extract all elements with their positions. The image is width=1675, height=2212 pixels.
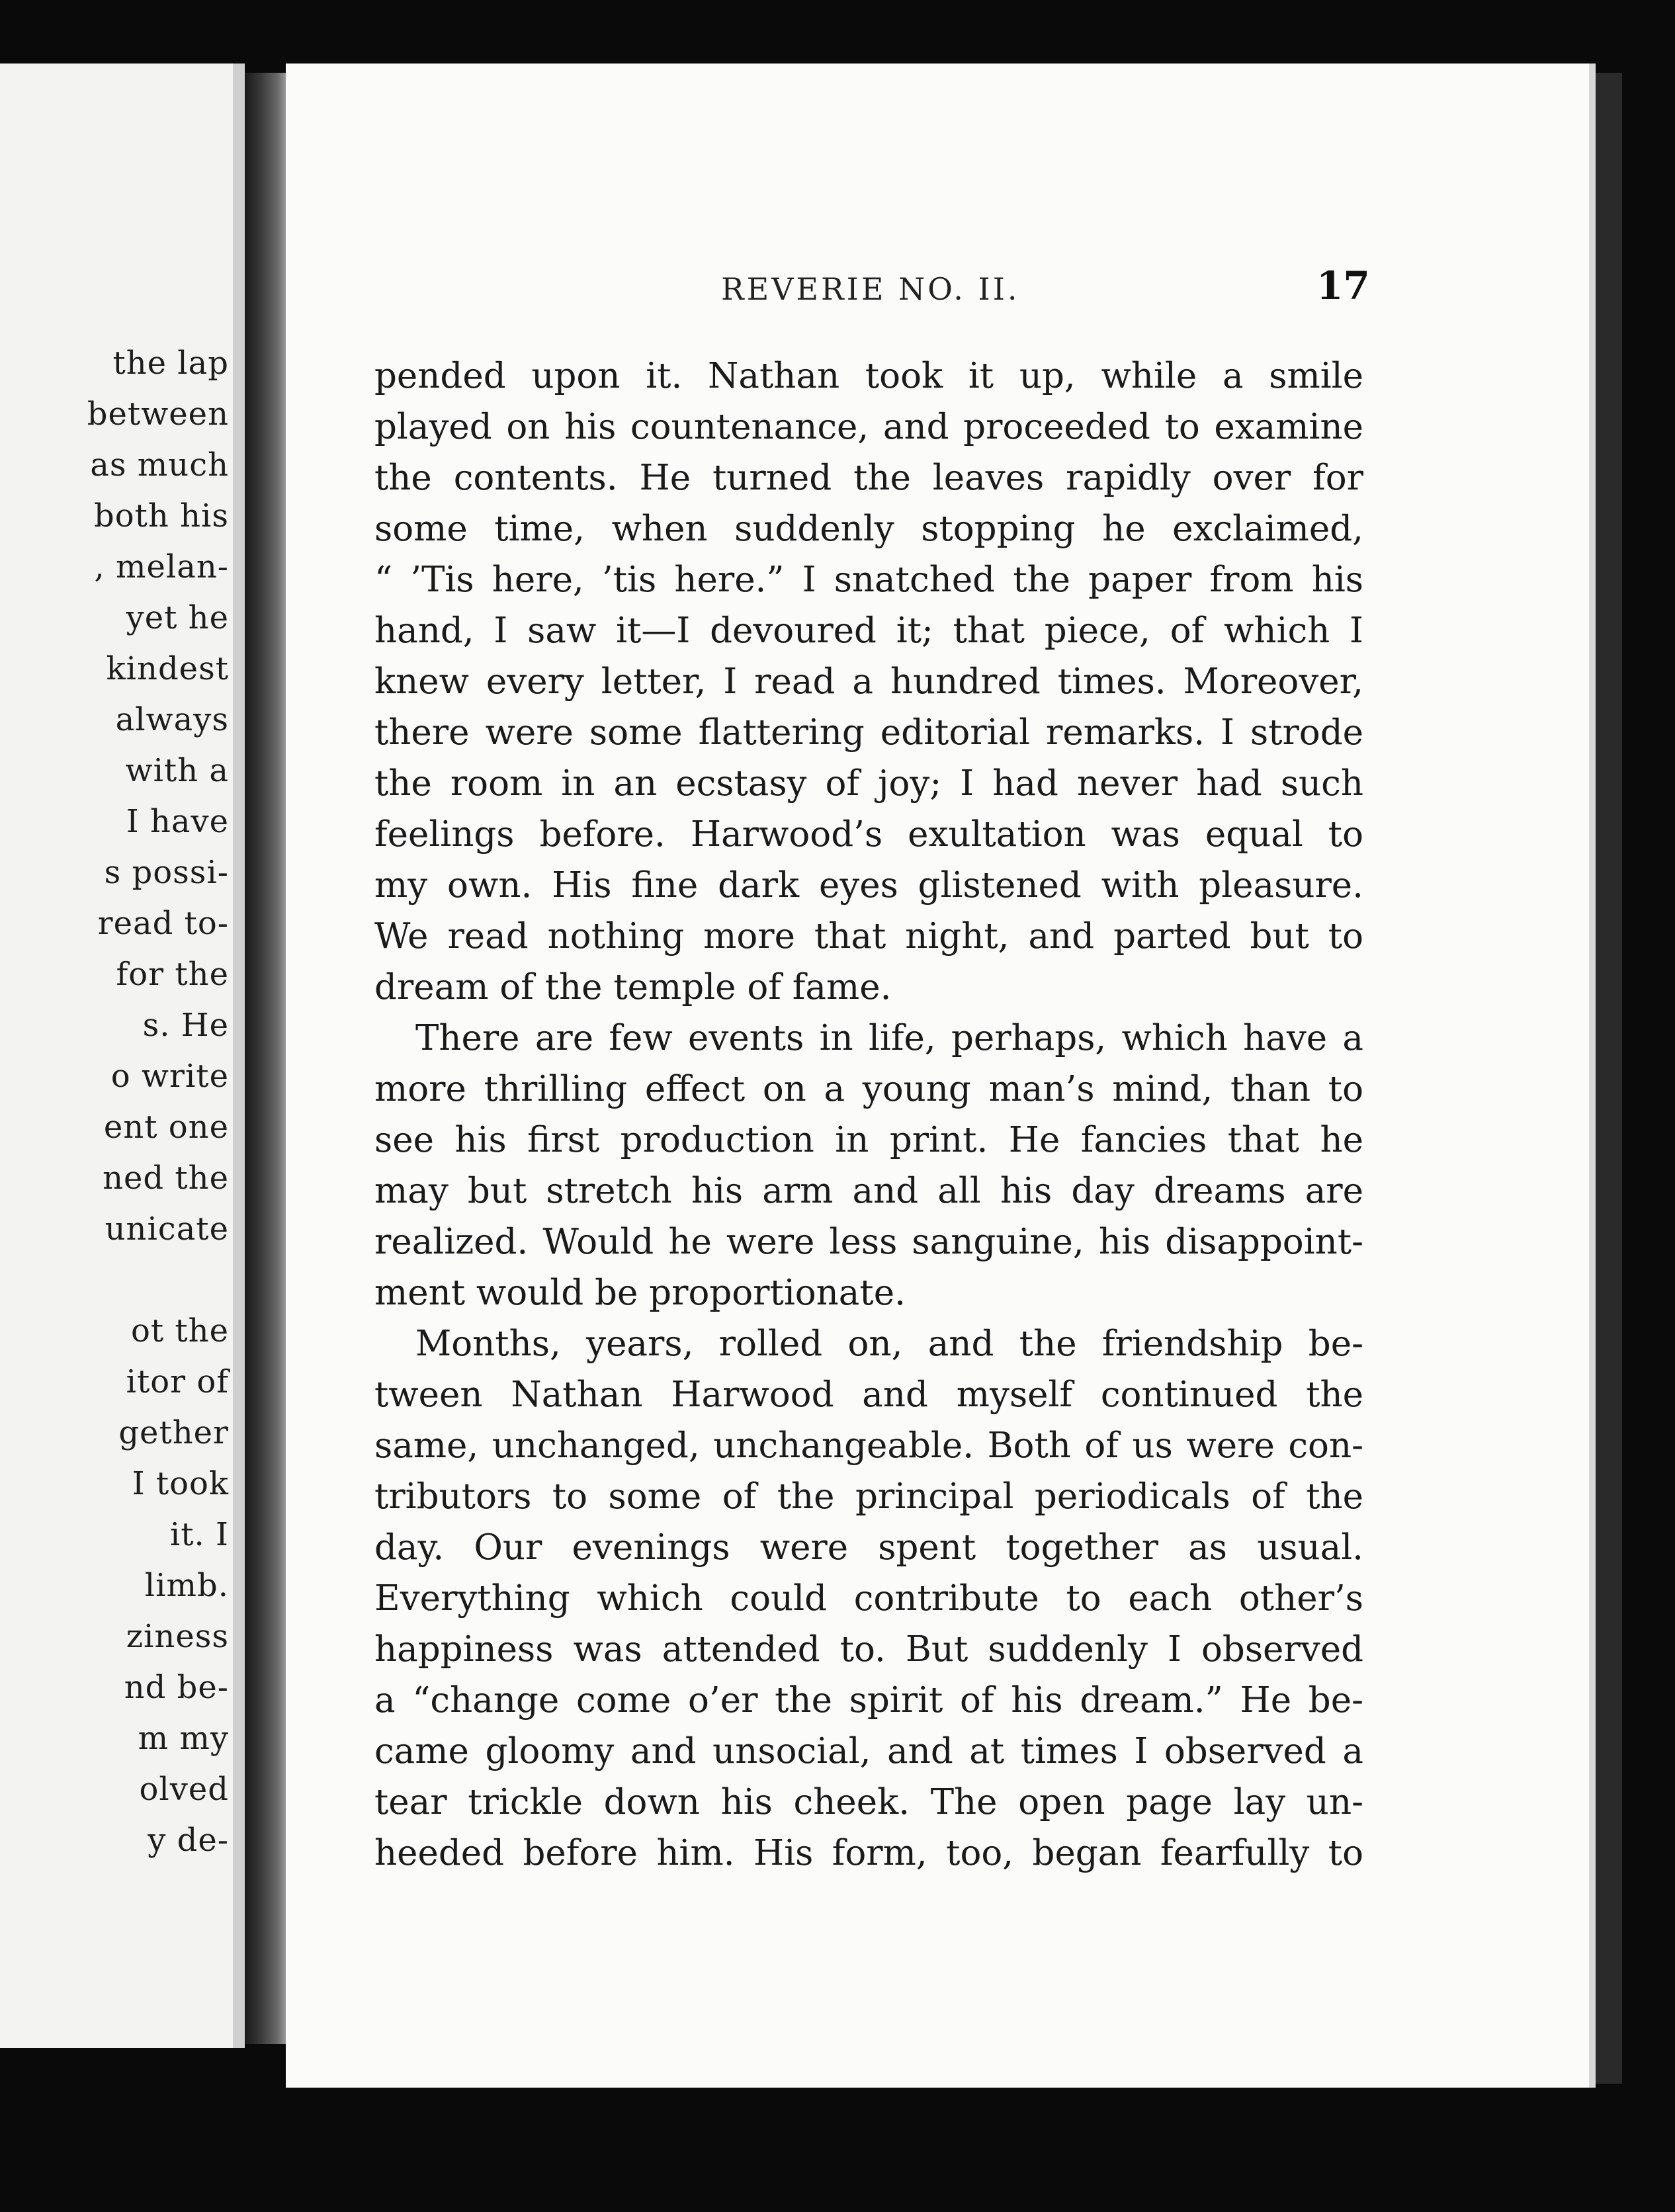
left-page-line: s possi-	[104, 854, 229, 891]
text-line: “ ’Tis here, ’tis here.” I snatched the paper from his	[374, 560, 1363, 600]
text-line: more thrilling effect on a young man’s mind, than to	[374, 1069, 1363, 1109]
text-line: there were some flattering editorial remarks. I strode	[374, 712, 1363, 753]
left-page-line: limb.	[144, 1567, 229, 1604]
left-page-line: always	[115, 701, 229, 738]
text-line: a “change come o’er the spirit of his dream.” He be-	[374, 1680, 1363, 1721]
text-line: ment would be proportionate.	[374, 1273, 906, 1313]
left-facing-page	[0, 64, 245, 2048]
left-page-line: itor of	[126, 1363, 229, 1400]
left-page-line: nd be-	[124, 1669, 229, 1706]
text-line: realized. Would he were less sanguine, his disappoint-	[374, 1222, 1363, 1262]
text-line: We read nothing more that night, and parted but to	[374, 916, 1363, 957]
page-gutter	[245, 73, 286, 2044]
left-page-line: I have	[126, 803, 229, 840]
left-page-line: ot the	[130, 1312, 229, 1349]
left-page-line: both his	[94, 497, 229, 534]
left-page-line: o write	[110, 1058, 229, 1095]
left-page-line: yet he	[126, 599, 229, 636]
text-line: happiness was attended to. But suddenly I observed	[374, 1629, 1363, 1670]
running-head: REVERIE NO. II.	[721, 271, 1020, 307]
page-number: 17	[1316, 263, 1370, 308]
text-line: dream of the temple of fame.	[374, 967, 892, 1007]
body-text	[374, 351, 1363, 1879]
text-line: my own. His fine dark eyes glistened with pleasure.	[374, 865, 1363, 906]
text-line: played on his countenance, and proceeded to examine	[374, 407, 1363, 447]
text-line: heeded before him. His form, too, began fearfully to	[374, 1833, 1363, 1873]
text-line: pended upon it. Nathan took it up, while a smile	[374, 356, 1363, 396]
text-line: tear trickle down his cheek. The open page lay un-	[374, 1782, 1363, 1822]
text-line: knew every letter, I read a hundred times. Moreover,	[374, 661, 1363, 702]
text-line: the contents. He turned the leaves rapidly over for	[374, 458, 1363, 498]
left-page-line: as much	[90, 447, 229, 484]
left-page-line: the lap	[112, 345, 229, 382]
text-line: the room in an ecstasy of joy; I had never had such	[374, 763, 1363, 804]
text-line: tributors to some of the principal periodicals of the	[374, 1476, 1363, 1517]
left-page-line: I took	[132, 1465, 229, 1502]
left-page-line: unicate	[105, 1211, 229, 1248]
left-page-line: read to-	[97, 905, 229, 942]
left-page-line: with a	[125, 752, 229, 789]
left-page-line: between	[87, 396, 229, 433]
text-line: some time, when suddenly stopping he exclaimed,	[374, 509, 1363, 549]
left-page-line: , melan-	[94, 548, 229, 585]
left-page-line: for the	[116, 956, 229, 993]
left-page-line: it. I	[169, 1516, 229, 1553]
left-page-line: m my	[138, 1720, 229, 1757]
left-page-line: kindest	[106, 650, 229, 687]
left-page-line: y de-	[148, 1822, 229, 1859]
text-line: may but stretch his arm and all his day dreams are	[374, 1171, 1363, 1211]
left-page-line: olved	[139, 1771, 229, 1808]
text-line: feelings before. Harwood’s exultation was equal to	[374, 814, 1363, 855]
left-page-line: ent one	[103, 1109, 229, 1146]
left-page-line: gether	[118, 1414, 229, 1451]
left-page-line: s. He	[142, 1007, 229, 1044]
left-page-line: ned the	[103, 1160, 229, 1197]
text-line: see his first production in print. He fancies that he	[374, 1120, 1363, 1160]
text-line: tween Nathan Harwood and myself continued the	[374, 1375, 1363, 1415]
page-edge	[1596, 73, 1622, 2084]
text-line: same, unchanged, unchangeable. Both of us were con-	[374, 1425, 1363, 1466]
left-page-line: ziness	[126, 1618, 229, 1655]
text-line: day. Our evenings were spent together as usual.	[374, 1527, 1363, 1568]
text-line: hand, I saw it—I devoured it; that piece, of which I	[374, 611, 1363, 651]
text-line: came gloomy and unsocial, and at times I observed a	[374, 1731, 1363, 1771]
text-line: Months, years, rolled on, and the friendship be-	[415, 1324, 1363, 1364]
text-line: Everything which could contribute to each other’s	[374, 1578, 1363, 1619]
text-line: There are few events in life, perhaps, which have a	[415, 1018, 1363, 1058]
